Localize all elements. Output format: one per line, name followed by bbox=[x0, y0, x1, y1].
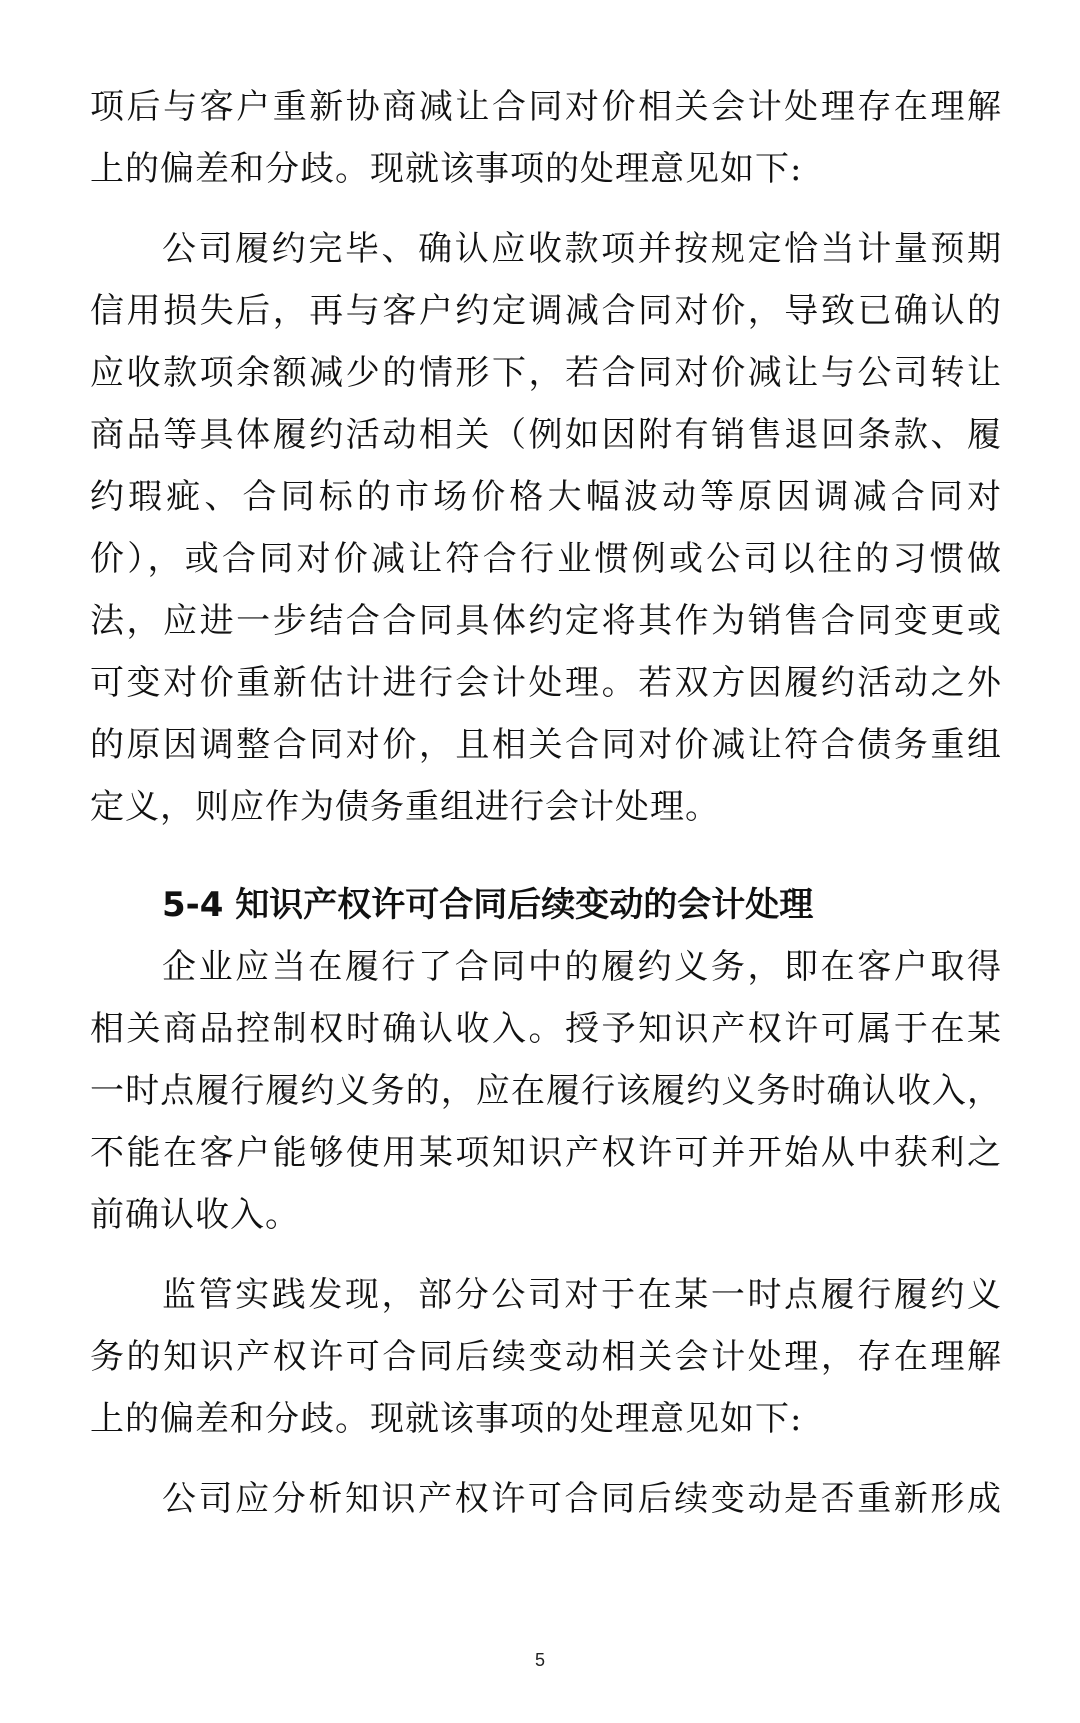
text-line: 企业应当在履行了合同中的履约义务，即在客户取得 bbox=[162, 947, 1002, 987]
paragraph-debt-restructuring bbox=[90, 218, 1002, 838]
text-line: 上的偏差和分歧。现就该事项的处理意见如下: bbox=[90, 149, 803, 189]
text-line: 前确认收入。 bbox=[90, 1195, 300, 1235]
text-line: 商品等具体履约活动相关（例如因附有销售退回条款、履 bbox=[90, 415, 1002, 455]
text-line: 约瑕疵、合同标的市场价格大幅波动等原因调减合同对 bbox=[90, 477, 1002, 517]
text-line: 监管实践发现，部分公司对于在某一时点履行履约义 bbox=[162, 1275, 1002, 1315]
text-line: 价），或合同对价减让符合行业惯例或公司以往的习惯做 bbox=[90, 539, 1002, 579]
text-line: 公司履约完毕、确认应收款项并按规定恰当计量预期 bbox=[162, 229, 1002, 269]
text-line: 可变对价重新估计进行会计处理。若双方因履约活动之外 bbox=[90, 663, 1002, 703]
paragraph-revenue-recognition bbox=[90, 936, 1002, 1246]
text-line: 项后与客户重新协商减让合同对价相关会计处理存在理解 bbox=[90, 87, 1002, 127]
section-heading: 5-4 知识产权许可合同后续变动的会计处理 bbox=[162, 885, 814, 925]
paragraph-continuation bbox=[90, 76, 1002, 200]
text-line: 上的偏差和分歧。现就该事项的处理意见如下: bbox=[90, 1399, 803, 1439]
text-line: 不能在客户能够使用某项知识产权许可并开始从中获利之 bbox=[90, 1133, 1002, 1173]
document-page bbox=[90, 76, 1002, 1530]
text-line: 应收款项余额减少的情形下，若合同对价减让与公司转让 bbox=[90, 353, 1002, 393]
text-line: 公司应分析知识产权许可合同后续变动是否重新形成 bbox=[162, 1479, 1002, 1519]
text-line: 一时点履行履约义务的，应在履行该履约义务时确认收入， bbox=[90, 1071, 1002, 1111]
text-line: 信用损失后，再与客户约定调减合同对价，导致已确认的 bbox=[90, 291, 1002, 331]
text-line: 法，应进一步结合合同具体约定将其作为销售合同变更或 bbox=[90, 601, 1002, 641]
page-number: 5 bbox=[534, 1650, 545, 1670]
text-line: 的原因调整合同对价，且相关合同对价减让符合债务重组 bbox=[90, 725, 1002, 765]
paragraph-analysis bbox=[90, 1468, 1002, 1530]
text-line: 相关商品控制权时确认收入。授予知识产权许可属于在某 bbox=[90, 1009, 1002, 1049]
text-line: 务的知识产权许可合同后续变动相关会计处理，存在理解 bbox=[90, 1337, 1002, 1377]
text-line: 定义，则应作为债务重组进行会计处理。 bbox=[90, 787, 720, 827]
paragraph-supervision-findings bbox=[90, 1264, 1002, 1450]
